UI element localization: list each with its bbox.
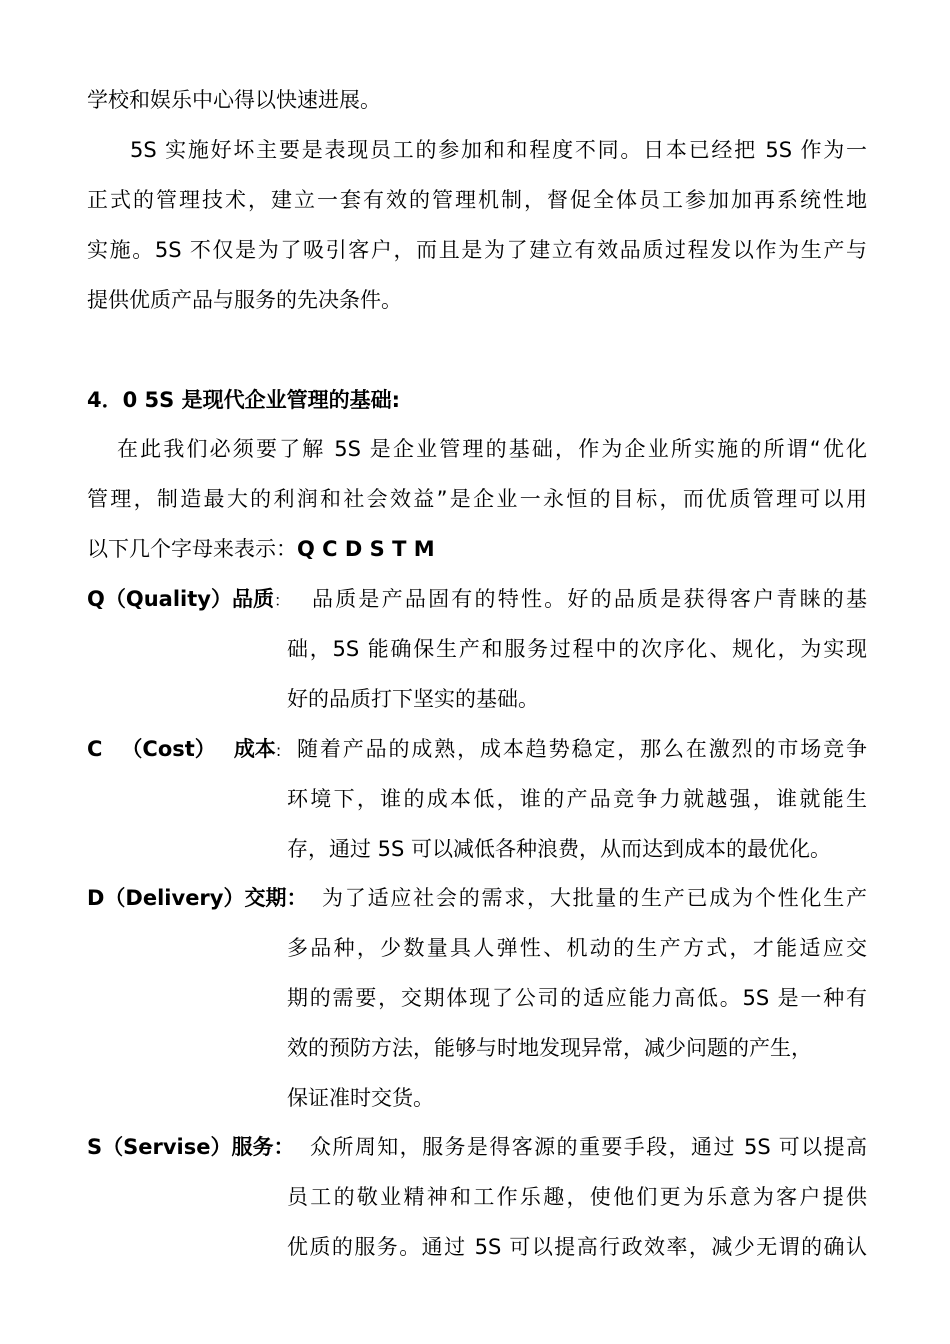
item-service-line: 优质的服务。通过 5S 可以提高行政效率，减少无谓的确认 (287, 1235, 867, 1259)
paragraph1-line: 提供优质产品与服务的先决条件。 (87, 288, 402, 312)
item-cost-line: 存，通过 5S 可以减低各种浪费，从而达到成本的最优化。 (287, 837, 832, 861)
term-label: Q（Quality）品质 (87, 587, 274, 611)
paragraph1-line: 5S 实施好坏主要是表现员工的参加和和程度不同。日本已经把 5S 作为一 (130, 138, 867, 162)
item-quality-line: 础，5S 能确保生产和服务过程中的次序化、规化，为实现 (287, 637, 867, 661)
term-colon: ： (273, 1135, 295, 1159)
term-colon: : (275, 741, 282, 760)
item-quality-line: 品质是产品固有的特性。好的品质是获得客户青睐的基 (312, 587, 867, 611)
item-delivery-line: 为了适应社会的需求，大批量的生产已成为个性化生产 (322, 886, 867, 910)
item-term-cost (87, 734, 281, 766)
section-heading: 4．0 5S 是现代企业管理的基础: (87, 388, 400, 412)
item-delivery-line: 保证准时交货。 (287, 1086, 434, 1110)
term-colon: ： (286, 886, 308, 910)
item-delivery-line: 多品种，少数量具人弹性、机动的生产方式，才能适应交 (287, 936, 867, 960)
term-label-part: 成本 (233, 737, 276, 761)
item-cost-line: 随着产品的成熟，成本趋势稳定，那么在激烈的市场竞争 (297, 737, 867, 761)
term-colon: ： (273, 591, 290, 610)
item-quality-line: 好的品质打下坚实的基础。 (287, 687, 539, 711)
item-delivery-line: 期的需要，交期体现了公司的适应能力高低。5S 是一种有 (287, 986, 867, 1010)
term-label: D（Delivery）交期 (87, 886, 287, 910)
term-label-part: C (87, 737, 103, 761)
paragraph2-prefix: 以下几个字母来表示： (87, 537, 297, 561)
paragraph2-line: 在此我们必须要了解 5S 是企业管理的基础，作为企业所实施的所谓“优化 (117, 437, 867, 461)
term-label: S（Servise）服务 (87, 1135, 274, 1159)
paragraph2-line: 管理，制造最大的利润和社会效益”是企业一永恒的目标，而优质管理可以用 (87, 487, 867, 511)
paragraph1-line: 正式的管理技术，建立一套有效的管理机制，督促全体员工参加加再系统性地 (87, 188, 867, 212)
item-term-service (87, 1132, 294, 1162)
item-service-line: 员工的敬业精神和工作乐趣，使他们更为乐意为客户提供 (287, 1185, 867, 1209)
item-cost-line: 环境下，谁的成本低，谁的产品竞争力就越强，谁就能生 (287, 787, 867, 811)
item-delivery-line: 效的预防方法，能够与时地发现异常，减少问题的产生， (287, 1036, 812, 1060)
intro-tail-text: 学校和娱乐中心得以快速进展。 (87, 88, 381, 112)
qcdstm-letters: Q C D S T M (297, 537, 435, 561)
item-term-quality (87, 584, 290, 616)
item-term-delivery (87, 883, 307, 913)
paragraph2-last-line (87, 534, 867, 564)
paragraph1-line: 实施。5S 不仅是为了吸引客户，而且是为了建立有效品质过程发以作为生产与 (87, 238, 867, 262)
term-label-part: （Cost） (121, 737, 216, 761)
item-service-line: 众所周知，服务是得客源的重要手段，通过 5S 可以提高 (310, 1135, 867, 1159)
